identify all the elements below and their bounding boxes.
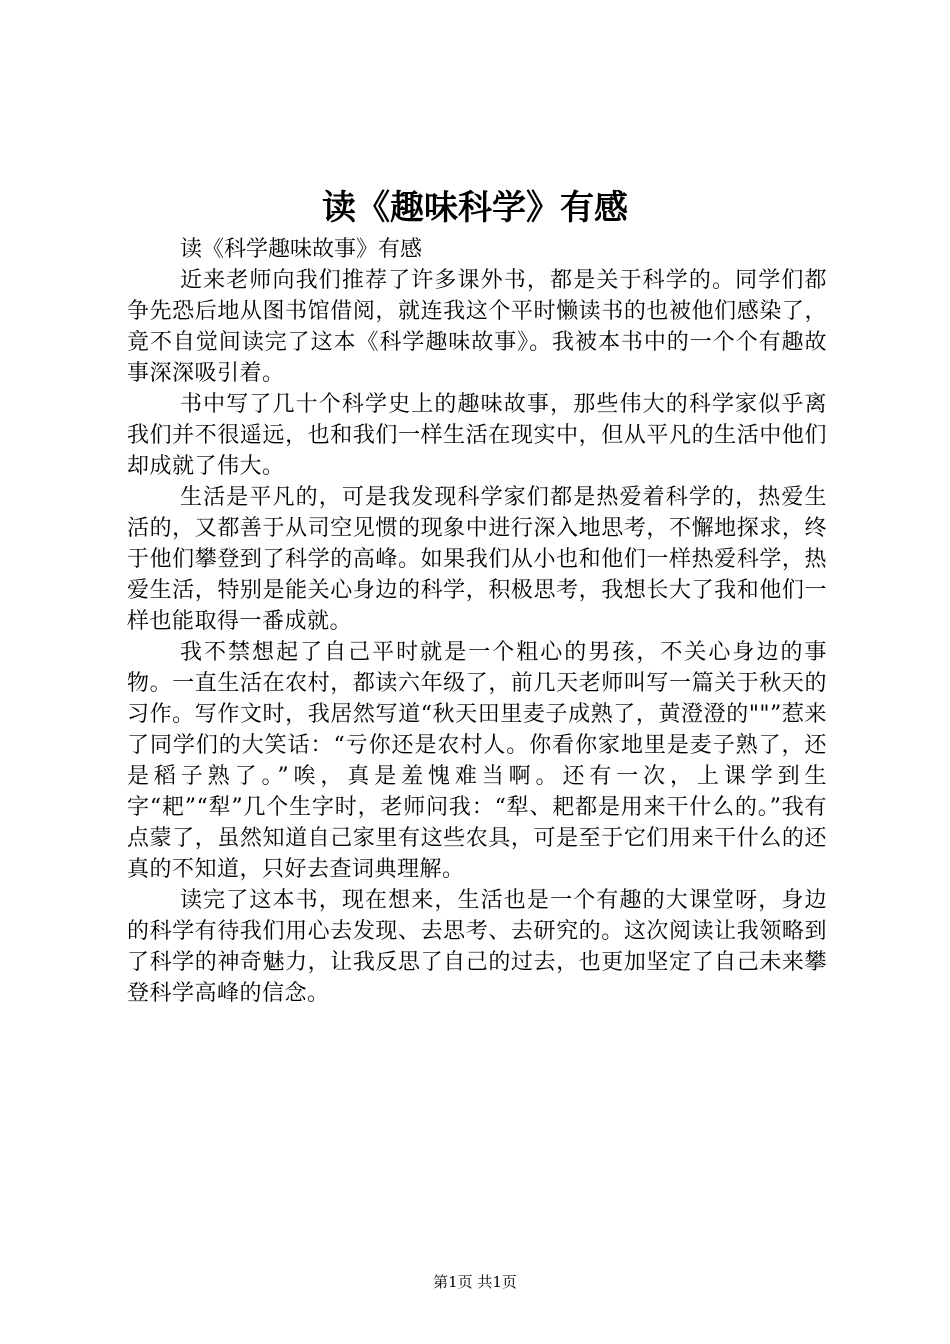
- paragraph: 近来老师向我们推荐了许多课外书，都是关于科学的。同学们都争先恐后地从图书馆借阅，就连我这个平时懒读书的也被他们感染了，竟不自觉间读完了这本《科学趣味故事》。我被本书中的一个个有趣故事深深吸引着。: [127, 268, 827, 386]
- document-body: [127, 234, 827, 1009]
- page-title: 读《趣味科学》有感: [322, 188, 628, 228]
- paragraph: 生活是平凡的，可是我发现科学家们都是热爱着科学的，热爱生活的，又都善于从司空见惯的现象中进行深入地思考，不懈地探求，终于他们攀登到了科学的高峰。如果我们从小也和他们一样热爱科学，热爱生活，特别是能关心身边的科学，积极思考，我想长大了我和他们一样也能取得一番成就。: [127, 485, 827, 634]
- document-subtitle: 读《科学趣味故事》有感: [180, 237, 423, 262]
- page-footer: 第1页 共1页: [433, 1273, 517, 1291]
- paragraph: 我不禁想起了自己平时就是一个粗心的男孩，不关心身边的事物。一直生活在农村，都读六年级了，前几天老师叫写一篇关于秋天的习作。写作文时，我居然写道“秋天田里麦子成熟了，黄澄澄的""”惹来了同学们的大笑话：“亏你还是农村人。你看你家地里是麦子熟了，还是稻子熟了。”唉，真是羞愧难当啊。还有一次，上课学到生字“耙”“犁”几个生字时，老师问我：“犁、耙都是用来干什么的。”我有点蒙了，虽然知道自己家里有这些农具，可是至于它们用来干什么的还真的不知道，只好去查词典理解。: [127, 640, 827, 882]
- paragraph: 书中写了几十个科学史上的趣味故事，那些伟大的科学家似乎离我们并不很遥远，也和我们一样生活在现实中，但从平凡的生活中他们却成就了伟大。: [127, 392, 827, 479]
- paragraph: 读完了这本书，现在想来，生活也是一个有趣的大课堂呀，身边的科学有待我们用心去发现、去思考、去研究的。这次阅读让我领略到了科学的神奇魅力，让我反思了自己的过去，也更加坚定了自己未来攀登科学高峰的信念。: [127, 888, 827, 1006]
